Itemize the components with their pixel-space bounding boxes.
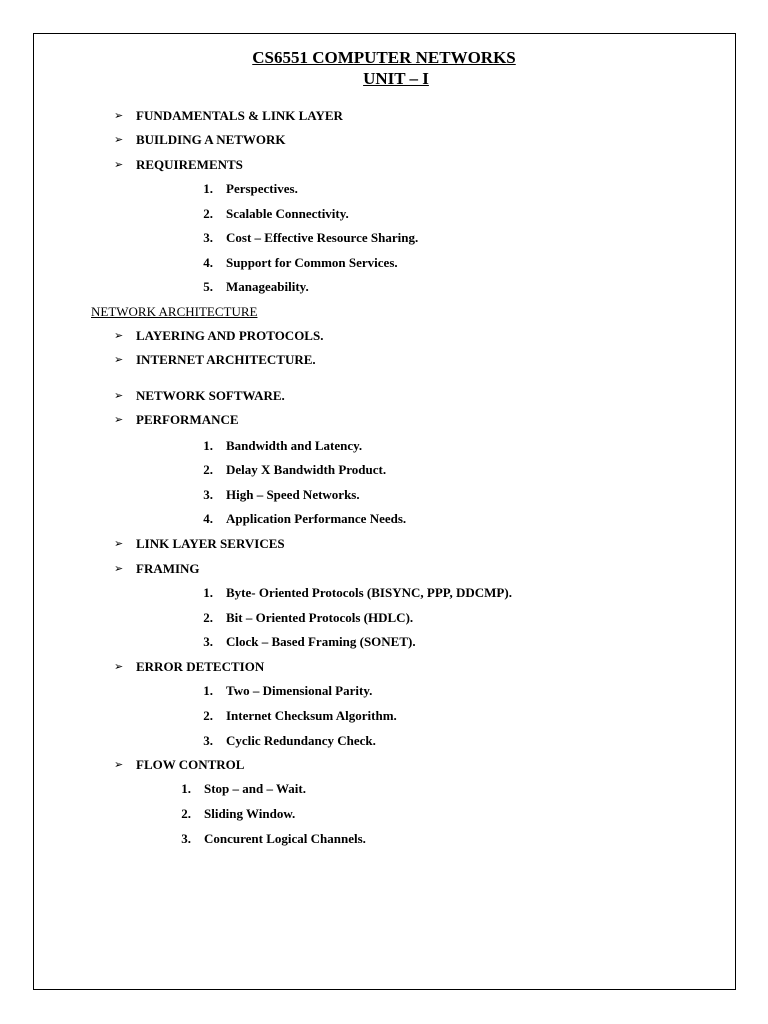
bullet-arrow-icon: ➢: [114, 537, 124, 550]
bullet-arrow-icon: ➢: [114, 109, 124, 122]
list-item: High – Speed Networks.: [226, 487, 360, 502]
list-number: 3.: [203, 733, 213, 748]
list-item: Scalable Connectivity.: [226, 206, 349, 221]
list-number: 1.: [203, 438, 213, 453]
list-number: 3.: [203, 487, 213, 502]
list-number: 2.: [203, 462, 213, 477]
section-title-network-architecture: NETWORK ARCHITECTURE: [91, 304, 258, 319]
list-item: Concurent Logical Channels.: [204, 831, 366, 846]
list-item: Application Performance Needs.: [226, 511, 407, 526]
list-item: Sliding Window.: [204, 806, 296, 821]
list-number: 1.: [203, 181, 213, 196]
list-number: 3.: [181, 831, 191, 846]
bullet-requirements: REQUIREMENTS: [136, 157, 243, 172]
bullet-layering: LAYERING AND PROTOCOLS.: [136, 328, 324, 343]
list-item: Perspectives.: [226, 181, 298, 196]
bullet-arrow-icon: ➢: [114, 158, 124, 171]
list-item: Support for Common Services.: [226, 255, 398, 270]
bullet-arrow-icon: ➢: [114, 413, 124, 426]
bullet-arrow-icon: ➢: [114, 660, 124, 673]
list-item: Manageability.: [226, 279, 309, 294]
list-number: 5.: [203, 279, 213, 294]
list-number: 2.: [203, 708, 213, 723]
list-item: Internet Checksum Algorithm.: [226, 708, 397, 723]
bullet-arrow-icon: ➢: [114, 353, 124, 366]
list-number: 1.: [203, 585, 213, 600]
bullet-error-detection: ERROR DETECTION: [136, 659, 265, 674]
bullet-arrow-icon: ➢: [114, 389, 124, 402]
bullet-framing: FRAMING: [136, 561, 200, 576]
list-number: 3.: [203, 230, 213, 245]
list-number: 2.: [181, 806, 191, 821]
bullet-arrow-icon: ➢: [114, 562, 124, 575]
bullet-arrow-icon: ➢: [114, 758, 124, 771]
bullet-arrow-icon: ➢: [114, 133, 124, 146]
list-item: Cost – Effective Resource Sharing.: [226, 230, 419, 245]
list-number: 1.: [203, 683, 213, 698]
list-number: 4.: [203, 255, 213, 270]
list-number: 2.: [203, 610, 213, 625]
bullet-link-layer-services: LINK LAYER SERVICES: [136, 536, 285, 551]
list-item: Bit – Oriented Protocols (HDLC).: [226, 610, 414, 625]
bullet-building-network: BUILDING A NETWORK: [136, 132, 286, 147]
bullet-fundamentals: FUNDAMENTALS & LINK LAYER: [136, 108, 343, 123]
list-item: Two – Dimensional Parity.: [226, 683, 373, 698]
bullet-internet-architecture: INTERNET ARCHITECTURE.: [136, 352, 316, 367]
course-title: CS6551 COMPUTER NETWORKS: [252, 48, 516, 67]
list-item: Bandwidth and Latency.: [226, 438, 363, 453]
list-number: 1.: [181, 781, 191, 796]
bullet-flow-control: FLOW CONTROL: [136, 757, 245, 772]
list-number: 4.: [203, 511, 213, 526]
list-item: Byte- Oriented Protocols (BISYNC, PPP, DDCMP).: [226, 585, 512, 600]
unit-title: UNIT – I: [363, 69, 429, 88]
list-item: Cyclic Redundancy Check.: [226, 733, 376, 748]
list-item: Stop – and – Wait.: [204, 781, 306, 796]
list-item: Delay X Bandwidth Product.: [226, 462, 387, 477]
bullet-performance: PERFORMANCE: [136, 412, 239, 427]
bullet-arrow-icon: ➢: [114, 329, 124, 342]
list-number: 2.: [203, 206, 213, 221]
bullet-network-software: NETWORK SOFTWARE.: [136, 388, 285, 403]
list-number: 3.: [203, 634, 213, 649]
list-item: Clock – Based Framing (SONET).: [226, 634, 416, 649]
